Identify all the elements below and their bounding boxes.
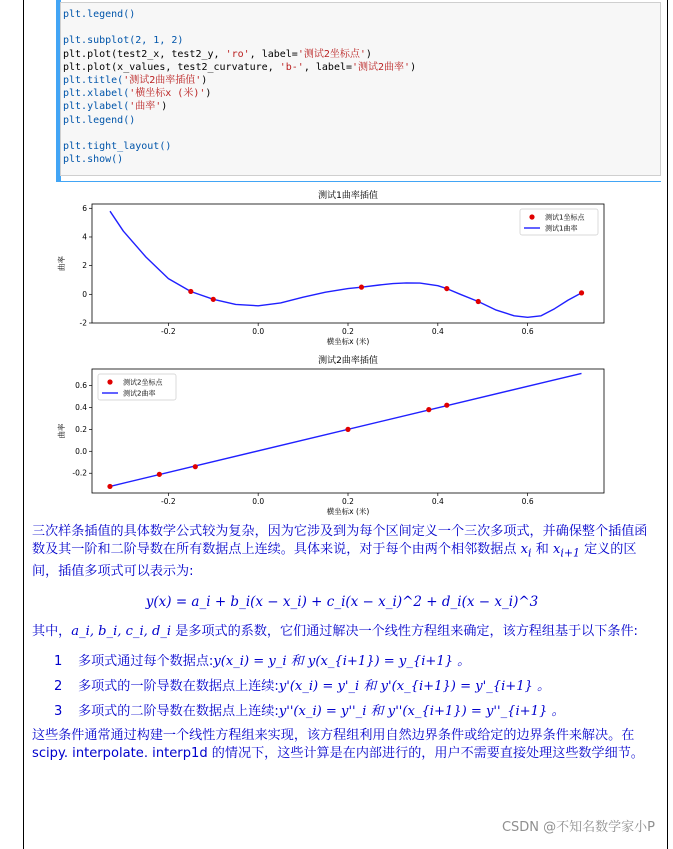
code-token: 'b-' [279,61,304,73]
condition-item [54,703,652,721]
paragraph-intro: 三次样条插值的具体数学公式较为复杂，因为它涉及到为每个区间定义一个三次多项式，并确保整个插值函数及其一阶和二阶导数在所有数据点上连续。具体来说，对于每个由两个相邻数据点 $x_i$ 和 $x_{i+1}$ 定义的区间，插值多项式可以表示为: [32,524,648,579]
condition-number: 1 [54,653,63,669]
code-token: plt.subplot(2, 1, 2) [63,35,184,47]
data-point [426,407,431,412]
x-tick-label: 0.2 [342,327,354,336]
condition-math: y''(x_i) = y''_i 和 y''(x_{i+1}) = y''_{i+1} 。 [278,703,565,719]
data-point [359,285,364,290]
condition-text: 多项式的二阶导数在数据点上连续: [78,703,279,719]
code-token: plt.ylabel( [63,101,130,113]
code-token: ) [161,101,168,113]
legend-label: 测试1曲率 [545,224,578,233]
code-token: '横坐标x (米)' [129,88,206,100]
condition-math: y'(x_i) = y'_i 和 y'(x_{i+1}) = y'_{i+1} 。 [278,678,551,694]
data-point [444,403,449,408]
formula-text: y(x) = a_i + b_i(x − x_i) + c_i(x − x_i)^2 + d_i(x − x_i)^3 [145,593,539,610]
condition-text: 多项式通过每个数据点: [78,653,214,669]
chart-test1-svg [56,186,616,346]
x-tick-label: 0.4 [431,327,444,336]
code-cell[interactable] [56,0,661,182]
data-point [476,299,481,304]
code-token: '测试2曲率插值' [123,74,202,86]
page-left-border [23,0,24,849]
y-tick-label: 2 [82,261,87,271]
code-line [63,114,416,127]
chart-test1 [56,186,616,346]
code-line [63,100,416,113]
cubic-formula [32,593,652,611]
code-token: ) [365,48,372,60]
code-line [63,34,416,47]
code-token: plt.show() [63,154,124,166]
x-tick-label: 0.0 [252,497,265,506]
code-line [63,87,416,100]
code-token: , label= [249,48,298,60]
code-lines [63,8,416,166]
x-tick-label: 0.4 [431,497,444,506]
y-tick-label: 0.6 [75,380,87,390]
legend-label: 测试1坐标点 [545,213,585,222]
page-right-border [667,0,668,849]
legend-label: 测试2坐标点 [123,378,163,387]
code-line [63,61,416,74]
code-line [63,140,416,153]
x-axis-label: 横坐标x (米) [326,337,370,346]
x-tick-label: -0.2 [161,327,176,336]
code-token: , label= [303,61,353,73]
code-line [63,127,416,140]
y-tick-label: 0.2 [75,424,87,434]
paragraph-conclusion: 这些条件通常通过构建一个线性方程组来实现，该方程组利用自然边界条件或给定的边界条件来解决。在 scipy. interpolate. interp1d 的情况下，这些计算是在内部进行的，用户不需要直接处理这些数学细节。 [32,727,644,761]
code-token: plt.title( [63,74,124,86]
data-point [188,289,193,294]
chart-test2-svg [56,351,616,516]
code-line [63,21,416,34]
code-editor[interactable] [60,2,661,176]
chart-title: 测试1曲率插值 [318,191,378,201]
code-token: ) [201,74,208,86]
y-tick-label: 6 [82,203,87,213]
condition-item [54,653,652,671]
y-tick-label: 0.0 [75,446,87,456]
x-tick-label: 0.0 [252,327,265,336]
legend-label: 测试2曲率 [123,389,156,398]
x-axis-label: 横坐标x (米) [326,507,370,516]
series-line [110,211,582,317]
explanation-text [32,523,652,763]
legend-marker [107,379,112,384]
data-point [157,472,162,477]
x-tick-label: 0.6 [521,327,534,336]
code-token: '曲率' [129,101,162,113]
code-token: plt.plot(test2_x, test2_y, [63,48,226,60]
condition-number: 3 [54,703,63,719]
conditions-list [32,653,652,721]
code-line [63,8,416,21]
data-point [579,290,584,295]
condition-item [54,678,652,696]
legend-marker [529,214,534,219]
chart-test2 [56,351,616,516]
code-token: '测试2坐标点' [297,48,366,60]
code-token: plt.legend() [63,9,136,20]
code-line [63,153,416,166]
condition-math: y(x_i) = y_i 和 y(x_{i+1}) = y_{i+1} 。 [213,653,471,669]
x-tick-label: 0.6 [521,497,534,506]
condition-number: 2 [54,678,63,694]
data-point [211,297,216,302]
data-point [193,464,198,469]
data-point [444,286,449,291]
y-tick-label: -0.2 [72,468,87,478]
code-token: plt.legend() [63,114,136,126]
watermark: CSDN @不知名数学家小P [501,820,655,835]
code-line [63,48,416,61]
condition-text: 多项式的一阶导数在数据点上连续: [78,678,279,694]
data-point [345,427,350,432]
code-token: plt.tight_layout() [63,140,172,152]
code-token: 'ro' [225,48,250,60]
x-tick-label: 0.2 [342,497,354,506]
data-point [107,484,112,489]
x-tick-label: -0.2 [161,497,176,506]
code-token: ) [410,61,417,73]
code-token: ) [205,88,212,100]
code-token: plt.plot(x_values, test2_curvature, [63,61,280,73]
y-tick-label: 4 [82,232,87,242]
code-token: '测试2曲率' [352,61,411,73]
y-tick-label: -2 [79,318,87,328]
code-token: plt.xlabel( [63,88,130,100]
y-tick-label: 0.4 [75,402,87,412]
y-axis-label: 曲率 [57,423,66,439]
chart-title: 测试2曲率插值 [318,356,378,366]
paragraph-coefficients: 其中，a_i, b_i, c_i, d_i 是多项式的系数，它们通过解决一个线性方程组来确定，该方程组基于以下条件: [32,623,638,639]
code-line [63,74,416,87]
y-tick-label: 0 [82,289,87,299]
y-axis-label: 曲率 [57,256,66,271]
